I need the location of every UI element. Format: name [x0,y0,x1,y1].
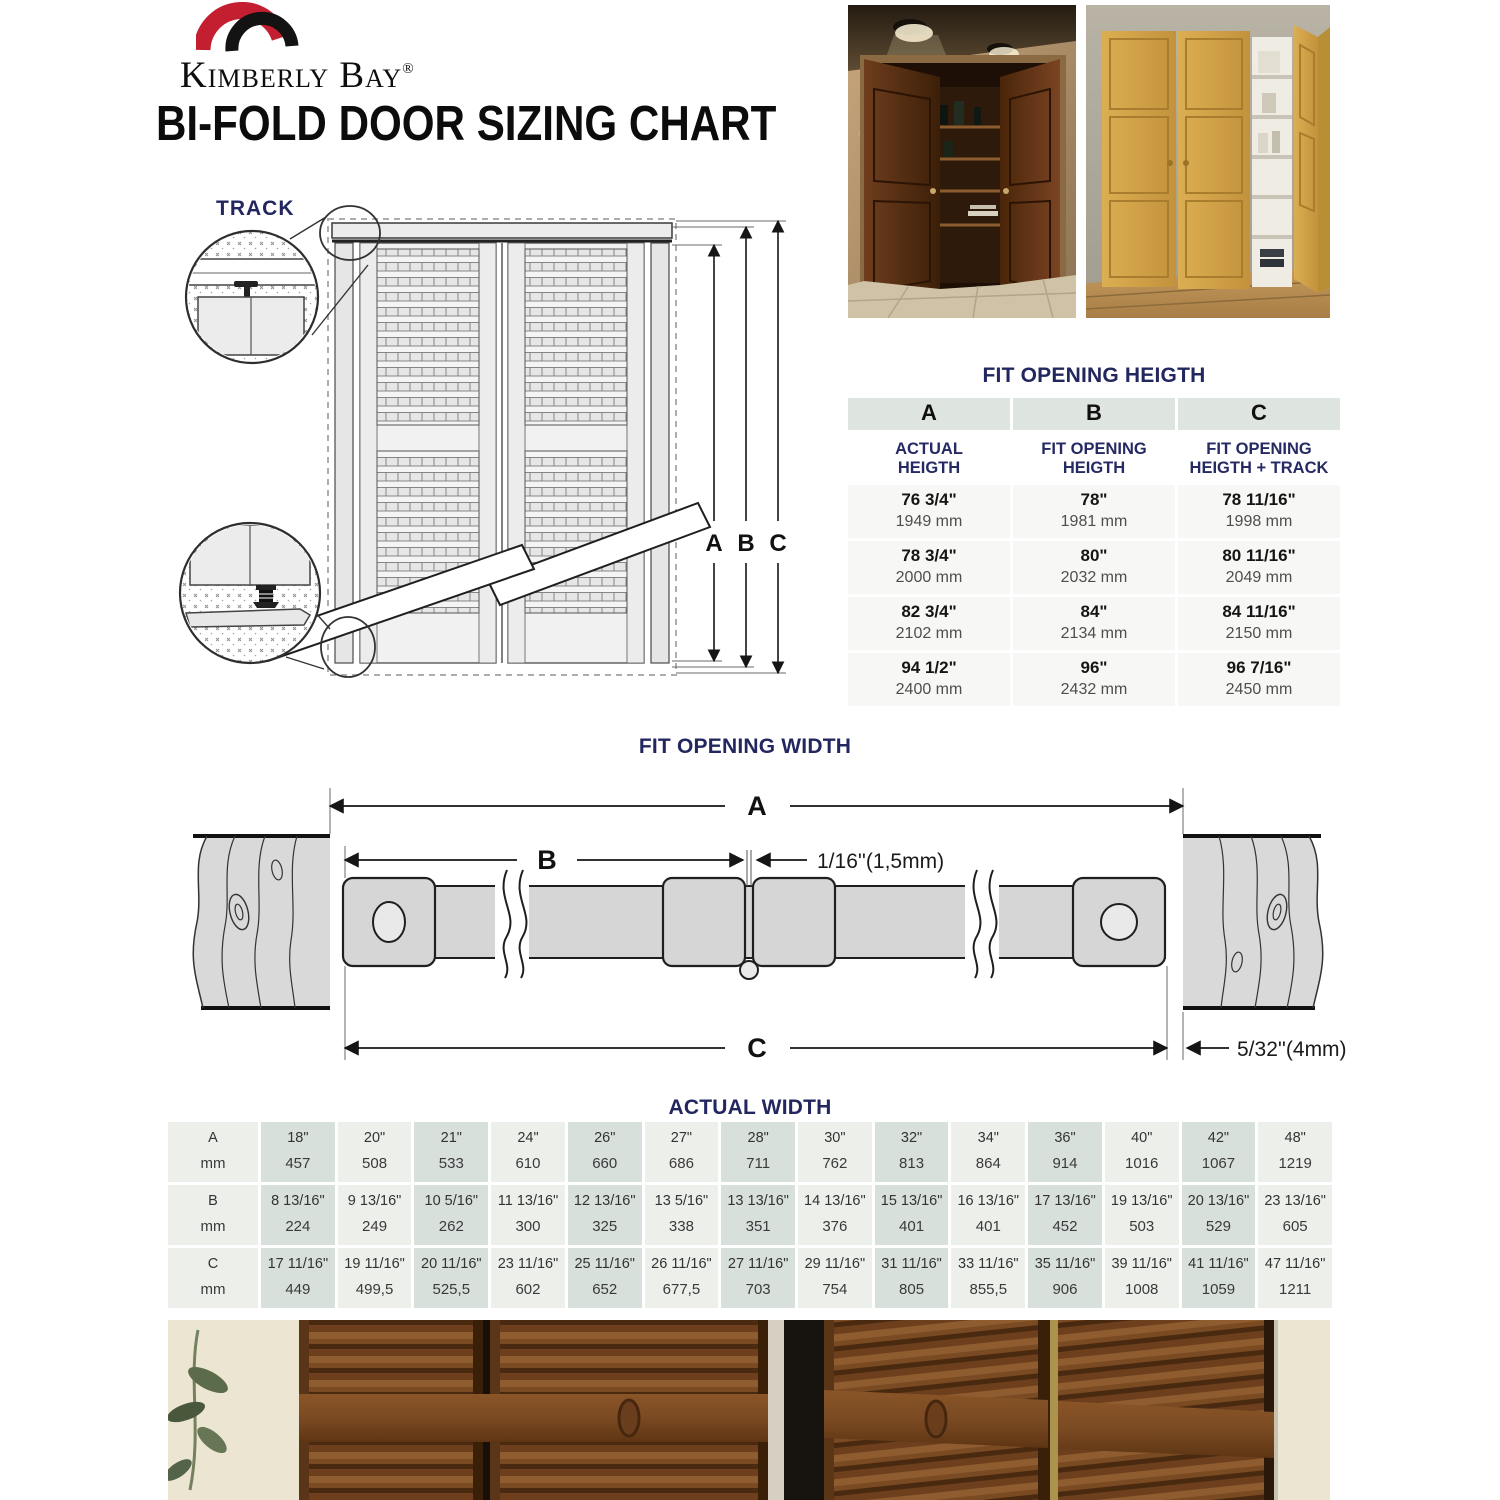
width-dim-a [330,791,1183,821]
width-value-inches: 18" [287,1130,309,1146]
width-value-mm: 813 [899,1155,925,1172]
brand-arc-icon [196,2,306,52]
width-value-mm: 686 [668,1155,694,1172]
width-value-inches: 13 5/16" [654,1193,709,1209]
width-table-cell [1105,1248,1179,1308]
width-table-cell [951,1185,1025,1245]
height-value-inches: 80" [1080,546,1108,565]
height-value-inches: 80 11/16" [1222,546,1296,565]
width-value-mm: 855,5 [969,1281,1008,1298]
width-diagram-title: FIT OPENING WIDTH [638,735,852,758]
width-value-mm: 499,5 [355,1281,394,1298]
width-table-cell [645,1185,719,1245]
width-table-cell [338,1248,412,1308]
width-value-inches: 39 11/16" [1111,1256,1172,1272]
width-value-mm: 1211 [1279,1281,1312,1298]
height-table-cell [1178,597,1340,650]
width-value-mm: 1219 [1278,1155,1312,1172]
height-value-mm: 2400 mm [895,681,963,698]
height-value-inches: 96" [1080,658,1108,677]
width-value-mm: 660 [592,1155,618,1172]
width-value-inches: 21" [440,1130,462,1146]
width-dim-c [345,1033,1347,1063]
photo-dark-doors [848,5,1076,318]
height-value-mm: 2150 mm [1225,625,1293,642]
height-value-mm: 2000 mm [895,569,963,586]
width-table-cell [568,1122,642,1182]
width-table-cell [1105,1122,1179,1182]
width-table-cell [1028,1248,1102,1308]
height-table-cell [1013,485,1175,538]
width-value-inches: 9 13/16" [347,1193,402,1209]
width-table-cell [1258,1185,1332,1245]
width-table-cell [798,1248,872,1308]
height-table-cell [848,597,1010,650]
width-value-inches: 10 5/16" [424,1193,479,1209]
track-label: TRACK [216,197,295,220]
width-table-cell [1182,1122,1256,1182]
height-value-mm: 2032 mm [1060,569,1128,586]
width-table-cell [798,1122,872,1182]
width-value-inches: 15 13/16" [880,1193,943,1209]
width-value-mm: 610 [515,1155,541,1172]
width-value-mm: 338 [668,1218,694,1235]
dim-label-c: C [769,530,787,557]
width-value-inches: 34" [977,1130,999,1146]
dim-label-b: B [737,530,755,557]
width-dim-b-label: B [537,845,557,875]
width-value-inches: 47 11/16" [1264,1256,1326,1272]
height-table-cell [848,541,1010,594]
width-row-key: A [208,1130,218,1146]
width-value-inches: 27 11/16" [727,1256,789,1272]
width-value-inches: 40" [1131,1130,1153,1146]
width-table-cell [645,1248,719,1308]
width-value-mm: 262 [438,1218,464,1235]
width-table-cell [1028,1122,1102,1182]
height-value-inches: 78 11/16" [1222,490,1296,509]
width-table-cell [414,1248,488,1308]
height-col-header-b [1013,433,1175,482]
height-value-inches: 78" [1080,490,1108,509]
width-value-mm: 677,5 [662,1281,701,1298]
brand-logo [180,2,480,96]
width-value-inches: 20 13/16" [1187,1193,1250,1209]
width-value-mm: 249 [362,1218,388,1235]
width-value-mm: 351 [745,1218,771,1235]
width-table-cell [951,1248,1025,1308]
width-value-inches: 16 13/16" [957,1193,1020,1209]
width-value-inches: 29 11/16" [804,1256,866,1272]
header-line: HEIGTH + TRACK [1189,459,1329,477]
header-line: FIT OPENING [1206,440,1312,458]
header-line: FIT OPENING [1041,440,1147,458]
width-value-mm: 533 [438,1155,464,1172]
width-value-mm: 508 [362,1155,388,1172]
height-table [848,398,1340,706]
width-value-mm: 401 [899,1218,925,1235]
width-table-cell [261,1185,335,1245]
width-table-cell [568,1185,642,1245]
width-value-inches: 24" [517,1130,539,1146]
dimension-leader-lines [672,221,786,673]
page-title: BI-FOLD DOOR SIZING CHART [156,97,777,151]
width-value-mm: 1067 [1201,1155,1236,1172]
width-value-mm: 503 [1129,1218,1155,1235]
width-dim-b [345,845,944,875]
width-value-mm: 605 [1282,1218,1308,1235]
header-line: HEIGTH [897,459,961,477]
width-row-key: C [207,1256,219,1272]
width-table-cell [1258,1122,1332,1182]
width-row-label [168,1248,258,1308]
width-table-cell [491,1185,565,1245]
height-col-key-b: B [1013,398,1175,430]
opening-width-diagram [165,762,1355,1087]
width-table-cell [1105,1185,1179,1245]
header-line: HEIGTH [1062,459,1126,477]
width-table-cell [721,1185,795,1245]
height-value-mm: 2049 mm [1225,569,1293,586]
width-value-inches: 41 11/16" [1188,1256,1249,1272]
width-value-mm: 401 [975,1218,1001,1235]
height-table-cell [1178,541,1340,594]
width-value-mm: 449 [285,1281,311,1298]
width-value-inches: 17 13/16" [1034,1193,1096,1209]
width-table-cell [875,1248,949,1308]
width-value-mm: 762 [822,1155,848,1172]
door-height-diagram [170,185,800,695]
width-table-cell [721,1248,795,1308]
height-table-cell [848,485,1010,538]
width-row-unit: mm [200,1281,226,1298]
width-row-unit: mm [200,1155,226,1172]
width-table-cell [414,1185,488,1245]
width-table-cell [875,1122,949,1182]
height-dimension-arrows [714,221,778,673]
width-value-mm: 864 [975,1155,1001,1172]
brand-name-text: Kimberly Bay [180,55,403,96]
width-table-cell [875,1185,949,1245]
height-value-mm: 1998 mm [1225,513,1293,530]
width-table-title: ACTUAL WIDTH [668,1096,832,1119]
width-value-inches: 11 13/16" [497,1193,559,1209]
right-wood-jamb [1183,836,1323,1008]
width-table-cell [1182,1185,1256,1245]
width-value-mm: 1016 [1125,1155,1159,1172]
height-table-cell [1013,541,1175,594]
height-col-header-c [1178,433,1340,482]
width-value-inches: 27" [670,1130,693,1146]
width-table-cell [491,1122,565,1182]
width-table-cell [338,1185,412,1245]
width-row-key: B [208,1193,218,1209]
dim-label-a: A [705,530,723,557]
width-value-mm: 224 [285,1218,311,1235]
width-table-cell [1258,1248,1332,1308]
width-value-inches: 20" [363,1130,386,1146]
width-value-mm: 525,5 [432,1281,471,1298]
height-value-mm: 2432 mm [1060,681,1128,698]
height-col-key-c: C [1178,398,1340,430]
width-value-mm: 325 [592,1218,618,1235]
width-table-cell [491,1248,565,1308]
height-value-inches: 84 11/16" [1222,602,1296,621]
height-value-mm: 1949 mm [895,513,963,530]
width-value-inches: 23 11/16" [497,1256,559,1272]
height-value-mm: 1981 mm [1060,513,1128,530]
height-value-mm: 2450 mm [1225,681,1293,698]
width-value-inches: 35 11/16" [1034,1256,1096,1272]
width-value-mm: 1059 [1201,1281,1236,1298]
height-value-mm: 2102 mm [895,625,963,642]
width-value-inches: 8 13/16" [271,1193,325,1209]
width-value-inches: 19 11/16" [344,1256,405,1272]
height-value-inches: 96 7/16" [1226,658,1292,677]
width-value-inches: 23 13/16" [1264,1193,1326,1209]
width-value-inches: 28" [747,1130,769,1146]
photo-louvered-doors [168,1320,1330,1500]
width-table-cell [798,1185,872,1245]
width-value-inches: 17 11/16" [267,1256,329,1272]
height-table-cell [1013,653,1175,706]
height-table-cell [1178,653,1340,706]
width-dim-a-label: A [747,791,767,821]
height-table-cell [848,653,1010,706]
height-value-inches: 94 1/2" [901,658,957,677]
height-col-key-a: A [848,398,1010,430]
width-value-inches: 26" [594,1130,616,1146]
width-value-mm: 914 [1052,1155,1078,1172]
width-table-cell [1182,1248,1256,1308]
width-table-cell [414,1122,488,1182]
width-table-cell [338,1122,412,1182]
width-value-inches: 12 13/16" [573,1193,636,1209]
width-value-mm: 711 [746,1155,771,1172]
height-table-title: FIT OPENING HEIGTH [982,364,1206,387]
width-value-inches: 42" [1207,1130,1230,1146]
width-value-mm: 703 [745,1281,771,1298]
width-dim-c-label: C [747,1033,767,1063]
width-table-cell [951,1122,1025,1182]
width-value-inches: 36" [1054,1130,1076,1146]
width-table-cell [261,1248,335,1308]
width-table-cell [261,1122,335,1182]
registered-mark: ® [402,61,415,77]
width-value-mm: 1008 [1125,1281,1159,1298]
width-value-inches: 33 11/16" [958,1256,1019,1272]
width-value-mm: 602 [515,1281,541,1298]
brand-name [180,52,480,96]
width-value-inches: 13 13/16" [727,1193,789,1209]
width-value-inches: 26 11/16" [651,1256,712,1272]
width-value-inches: 25 11/16" [574,1256,635,1272]
photo-light-doors [1086,5,1330,318]
width-table-cell [721,1122,795,1182]
height-value-inches: 76 3/4" [901,490,957,509]
left-wood-jamb [193,836,330,1008]
height-table-cell [1178,485,1340,538]
height-value-inches: 78 3/4" [901,546,957,565]
width-value-inches: 30" [824,1130,846,1146]
width-value-mm: 754 [822,1281,848,1298]
width-value-mm: 805 [899,1281,925,1298]
width-table-cell [568,1248,642,1308]
width-table-cell [645,1122,719,1182]
width-row-unit: mm [200,1218,226,1235]
gap-note: 1/16''(1,5mm) [817,850,945,873]
width-table [168,1122,1332,1308]
header-line: ACTUAL [895,440,963,458]
width-value-inches: 48" [1284,1130,1306,1146]
width-value-mm: 452 [1052,1218,1078,1235]
width-value-mm: 376 [822,1218,848,1235]
height-value-mm: 2134 mm [1060,625,1128,642]
width-row-label [168,1122,258,1182]
width-value-inches: 14 13/16" [804,1193,866,1209]
width-value-mm: 529 [1205,1218,1231,1235]
width-row-label [168,1185,258,1245]
width-value-inches: 32" [900,1130,923,1146]
width-value-inches: 20 11/16" [421,1256,482,1272]
width-value-mm: 300 [515,1218,541,1235]
height-table-cell [1013,597,1175,650]
track-note: 5/32''(4mm) [1237,1038,1347,1061]
height-value-inches: 82 3/4" [901,602,957,621]
width-table-cell [1028,1185,1102,1245]
width-value-mm: 906 [1052,1281,1078,1298]
track-bar-illustration [343,850,1165,979]
width-value-mm: 652 [592,1281,618,1298]
width-value-inches: 19 13/16" [1110,1193,1173,1209]
height-col-header-a [848,433,1010,482]
width-value-inches: 31 11/16" [881,1256,942,1272]
height-value-inches: 84" [1080,602,1108,621]
width-value-mm: 457 [285,1155,311,1172]
